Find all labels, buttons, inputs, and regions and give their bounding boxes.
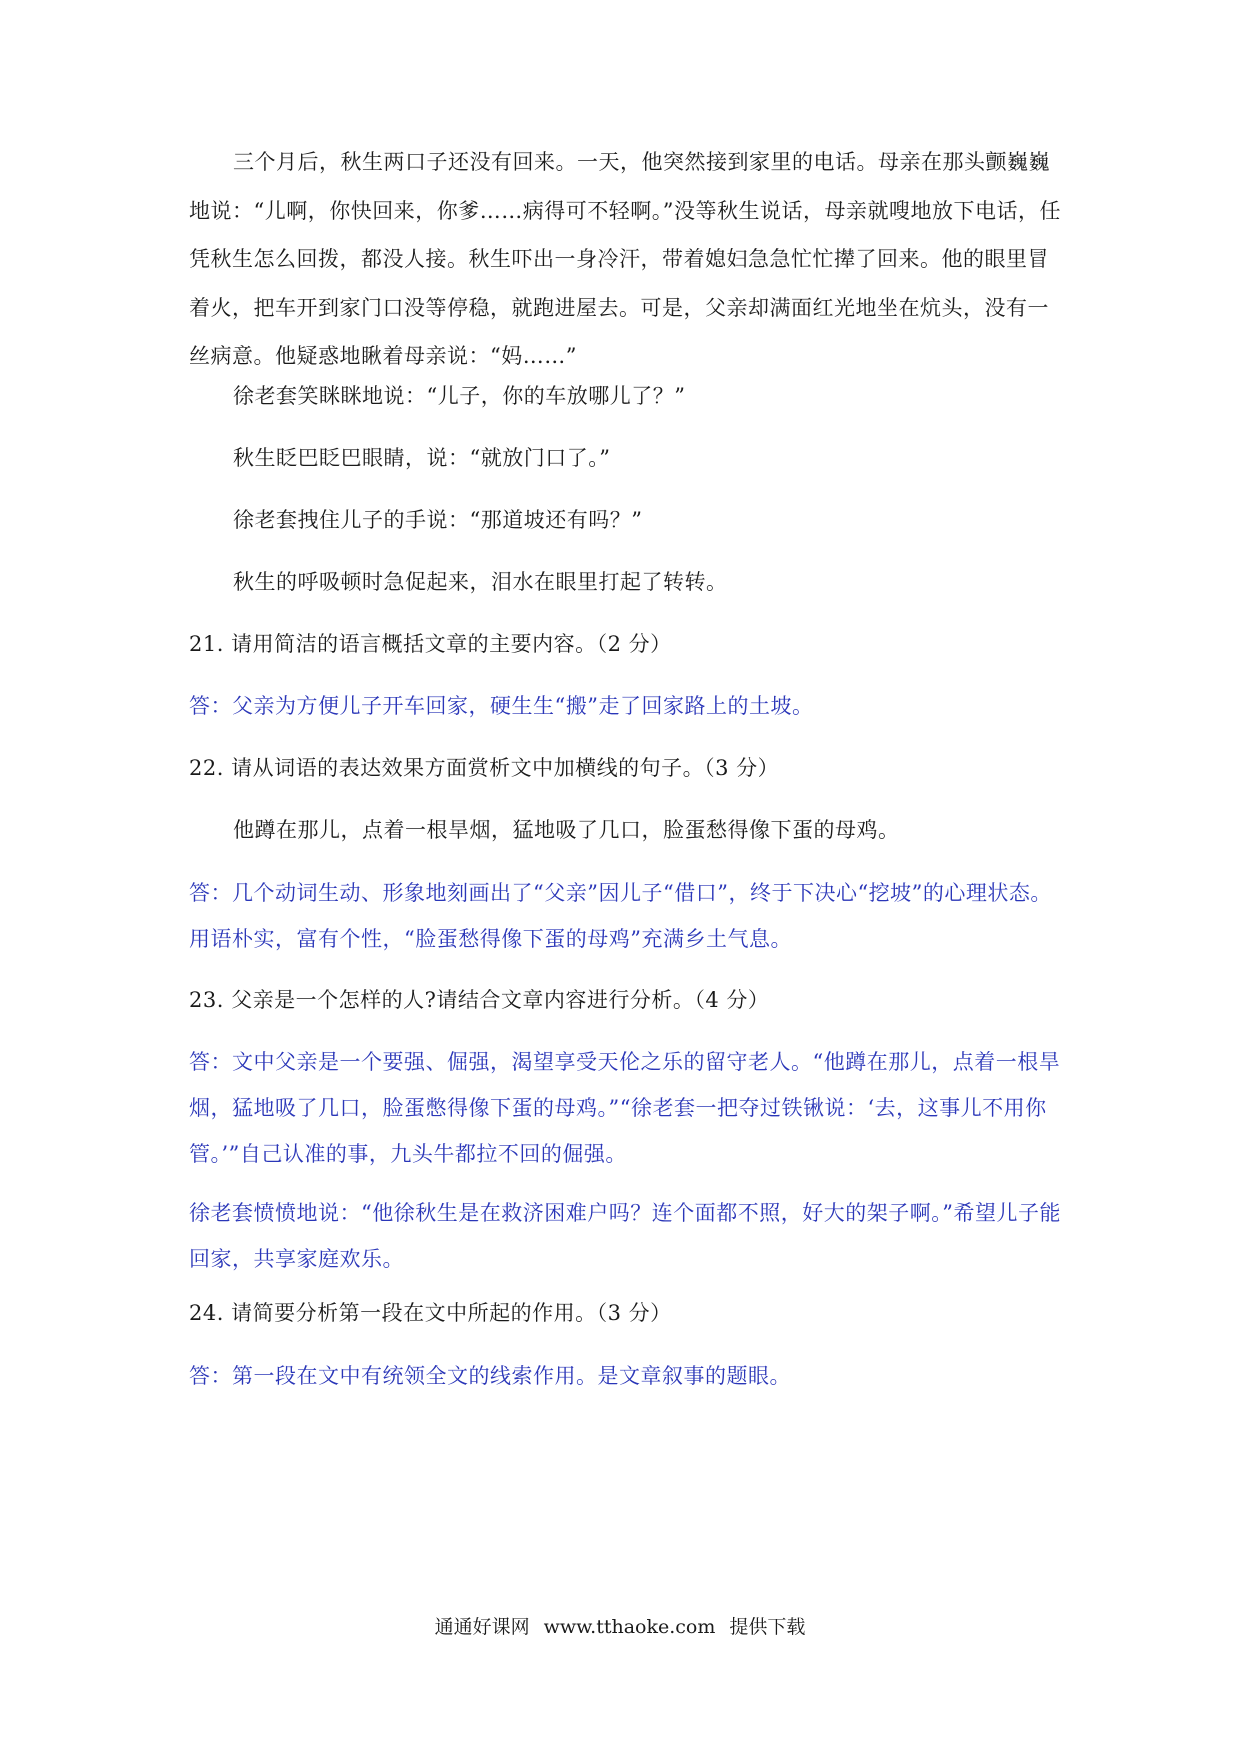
story-paragraph-2: 徐老套笑眯眯地说：“儿子，你的车放哪儿了？” xyxy=(233,384,686,408)
question-24: 24. 请简要分析第一段在文中所起的作用。（3 分） xyxy=(189,1301,672,1325)
story-paragraph-4: 徐老套拽住儿子的手说：“那道坡还有吗？” xyxy=(233,508,643,532)
story-paragraph-3: 秋生眨巴眨巴眼睛，说：“就放门口了。” xyxy=(233,446,611,470)
question-23: 23. 父亲是一个怎样的人?请结合文章内容进行分析。（4 分） xyxy=(189,988,770,1012)
answer-23: 答：文中父亲是一个要强、倔强，渴望享受天伦之乐的留守老人。“他蹲在那儿，点着一根旱烟，猛地吸了几口，脸蛋憋得像下蛋的母鸡。”“徐老套一把夺过铁锹说：‘去，这事儿不用你管。’”自己认准的事，九头牛都拉不回的倔强。 xyxy=(189,1050,1061,1166)
answer-24: 答：第一段在文中有统领全文的线索作用。是文章叙事的题眼。 xyxy=(189,1364,791,1388)
question-22: 22. 请从词语的表达效果方面赏析文中加横线的句子。（3 分） xyxy=(189,756,780,780)
answer-21: 答：父亲为方便儿子开车回家，硬生生“搬”走了回家路上的土坡。 xyxy=(189,694,814,718)
question-22-quote: 他蹲在那儿，点着一根旱烟，猛地吸了几口，脸蛋愁得像下蛋的母鸡。 xyxy=(233,818,900,842)
footer-suffix: 提供下载 xyxy=(729,1616,806,1638)
footer-site-name: 通通好课网 xyxy=(434,1616,530,1638)
answer-22: 答：几个动词生动、形象地刻画出了“父亲”因儿子“借口”，终于下决心“挖坡”的心理状态。用语朴实，富有个性，“脸蛋愁得像下蛋的母鸡”充满乡土气息。 xyxy=(189,881,1052,951)
footer-url[interactable]: www.tthaoke.com xyxy=(543,1616,716,1638)
story-paragraph-5: 秋生的呼吸顿时急促起来，泪水在眼里打起了转转。 xyxy=(233,570,728,594)
page-footer xyxy=(0,1612,1240,1642)
question-21: 21. 请用简洁的语言概括文章的主要内容。（2 分） xyxy=(189,632,672,656)
answer-23-continued: 徐老套愤愤地说：“他徐秋生是在救济困难户吗？连个面都不照，好大的架子啊。”希望儿子能回家，共享家庭欢乐。 xyxy=(189,1201,1061,1271)
story-paragraph-1: 三个月后，秋生两口子还没有回来。一天，他突然接到家里的电话。母亲在那头颤巍巍地说：“儿啊，你快回来，你爹……病得可不轻啊。”没等秋生说话，母亲就嗖地放下电话，任凭秋生怎么回拨，都没人接。秋生吓出一身冷汗，带着媳妇急急忙忙撵了回来。他的眼里冒着火，把车开到家门口没等停稳，就跑进屋去。可是，父亲却满面红光地坐在炕头，没有一丝病意。他疑惑地瞅着母亲说：“妈……” xyxy=(189,150,1061,368)
